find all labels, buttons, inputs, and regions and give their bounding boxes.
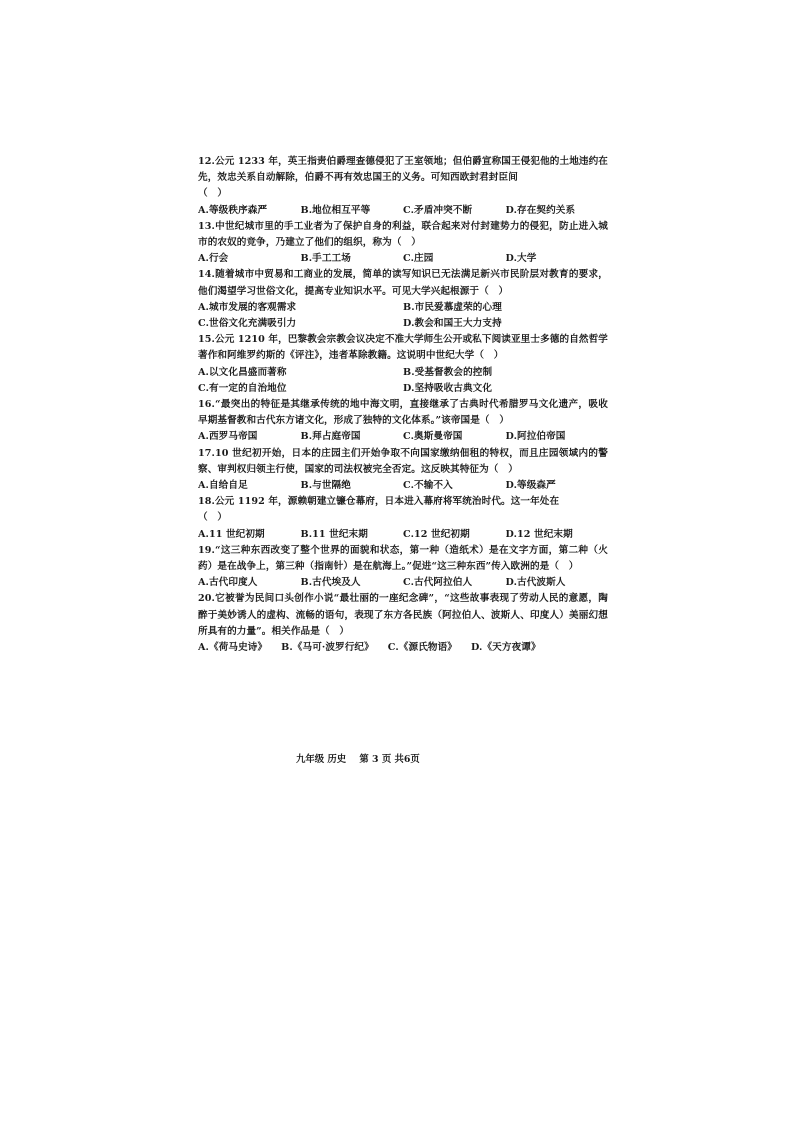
option-d: D.存在契约关系: [505, 204, 576, 216]
option-d: D.阿拉伯帝国: [505, 431, 566, 443]
option-a: A.行会: [198, 253, 229, 265]
option-list: [198, 365, 608, 397]
option-list: [198, 429, 608, 445]
option-list: [198, 478, 608, 494]
question-text: 15.公元 1210 年，巴黎教会宗教会议决定不准大学师生公开或私下阅读亚里士多德的自然哲学著作和阿维罗约斯的《评注》，违者革除教籍。这说明中世纪大学（ ）: [198, 334, 608, 362]
option-list: [198, 203, 608, 219]
option-list: [198, 300, 608, 332]
question-15: [198, 332, 608, 397]
option-d: D.教会和国王大力支持: [403, 318, 502, 330]
option-c: C.不输不入: [403, 480, 453, 492]
option-c: C.庄园: [403, 253, 434, 265]
option-c: C.矛盾冲突不断: [403, 204, 473, 216]
option-c: C.古代阿拉伯人: [403, 577, 473, 589]
option-list: [198, 575, 608, 591]
question-17: [198, 446, 608, 495]
option-a: A.城市发展的客观需求: [198, 301, 297, 313]
option-list: [198, 640, 608, 656]
option-d: D.12 世纪末期: [505, 528, 573, 540]
option-d: D.古代波斯人: [505, 577, 566, 589]
question-text: 17.10 世纪初开始，日本的庄园主们开始争取不向国家缴纳佃租的特权，而且庄园领域内的警察、审判权归领主行使，国家的司法权被完全否定。这反映其特征为（ ）: [198, 447, 608, 475]
question-text: 20.它被誉为民间口头创作小说“最壮丽的一座纪念碑”，“这些故事表现了劳动人民的意愿，陶醉于美妙诱人的虚构、流畅的语句，表现了东方各民族（阿拉伯人、波斯人、印度人）美丽幻想所具有的力量”。相关作品是（ ）: [198, 593, 608, 637]
option-c: C.奥斯曼帝国: [403, 431, 463, 443]
option-a: A.等级秩序森严: [198, 204, 268, 216]
question-20: [198, 591, 608, 656]
option-b: B.与世隔绝: [300, 480, 351, 492]
question-text: 18.公元 1192 年，源赖朝建立镰仓幕府，日本进入幕府将军统治时代。这一年处在: [198, 496, 560, 508]
question-19: [198, 543, 608, 592]
option-a: A.以文化昌盛而著称: [198, 366, 287, 378]
option-d: D.大学: [505, 253, 537, 265]
option-b: B.《马可·波罗行纪》: [281, 642, 374, 654]
answer-blank: （ ）: [198, 188, 228, 200]
option-c: C.有一定的自治地位: [198, 382, 287, 394]
option-c: C.《源氏物语》: [387, 642, 457, 654]
option-b: B.拜占庭帝国: [300, 431, 361, 443]
question-16: [198, 397, 608, 446]
answer-blank: （ ）: [198, 512, 228, 524]
question-text: 13.中世纪城市里的手工业者为了保护自身的利益，联合起来对付封建势力的侵犯，防止进入城市的农奴的竞争，乃建立了他们的组织，称为（ ）: [198, 220, 608, 249]
page-footer: [296, 751, 496, 765]
option-d: D.《天方夜谭》: [470, 642, 541, 654]
option-b: B.11 世纪末期: [300, 528, 368, 540]
option-list: [198, 527, 608, 543]
option-b: B.古代埃及人: [300, 577, 361, 589]
option-a: A.西罗马帝国: [198, 431, 258, 443]
footer-grade-subject: 九年级 历史: [296, 754, 347, 765]
question-text: 16.“最突出的特征是其继承传统的地中海文明，直接继承了古典时代希腊罗马文化遗产，吸收早期基督教和古代东方诸文化，形成了独特的文化体系。”该帝国是（ ）: [198, 399, 608, 427]
question-13: [198, 219, 608, 268]
option-c: C.世俗文化充满吸引力: [198, 318, 297, 330]
question-text: 12.公元 1233 年，英王指责伯爵理查德侵犯了王室领地；但伯爵宣称国王侵犯他的土地违约在先，效忠关系自动解除，伯爵不再有效忠国王的义务。可知西欧封君封臣间: [198, 156, 608, 184]
option-d: D.坚持吸收古典文化: [403, 382, 493, 394]
option-list: [198, 251, 608, 267]
option-a: A.自给自足: [198, 480, 248, 492]
option-c: C.12 世纪初期: [403, 528, 470, 540]
question-14: [198, 267, 608, 332]
question-12: [198, 154, 608, 219]
option-a: A.古代印度人: [198, 577, 258, 589]
option-a: A.《荷马史诗》: [198, 642, 268, 654]
question-text: 19.“这三种东西改变了整个世界的面貌和状态，第一种（造纸术）是在文字方面，第二种（火药）是在战争上，第三种（指南针）是在航海上。”促进“这三种东西”传入欧洲的是（ ）: [198, 544, 608, 573]
question-18: [198, 494, 608, 543]
option-a: A.11 世纪初期: [198, 528, 265, 540]
option-b: B.受基督教会的控制: [403, 366, 493, 378]
option-d: D.等级森严: [505, 480, 556, 492]
option-b: B.手工工场: [300, 253, 351, 265]
footer-page-info: 第 3 页 共6页: [359, 754, 420, 765]
option-b: B.地位相互平等: [300, 204, 371, 216]
option-b: B.市民爱慕虚荣的心理: [403, 301, 502, 313]
question-text: 14.随着城市中贸易和工商业的发展，简单的读写知识已无法满足新兴市民阶层对教育的要求，他们渴望学习世俗文化，提高专业知识水平。可见大学兴起根源于（ ）: [198, 269, 608, 297]
question-list: [198, 154, 608, 656]
